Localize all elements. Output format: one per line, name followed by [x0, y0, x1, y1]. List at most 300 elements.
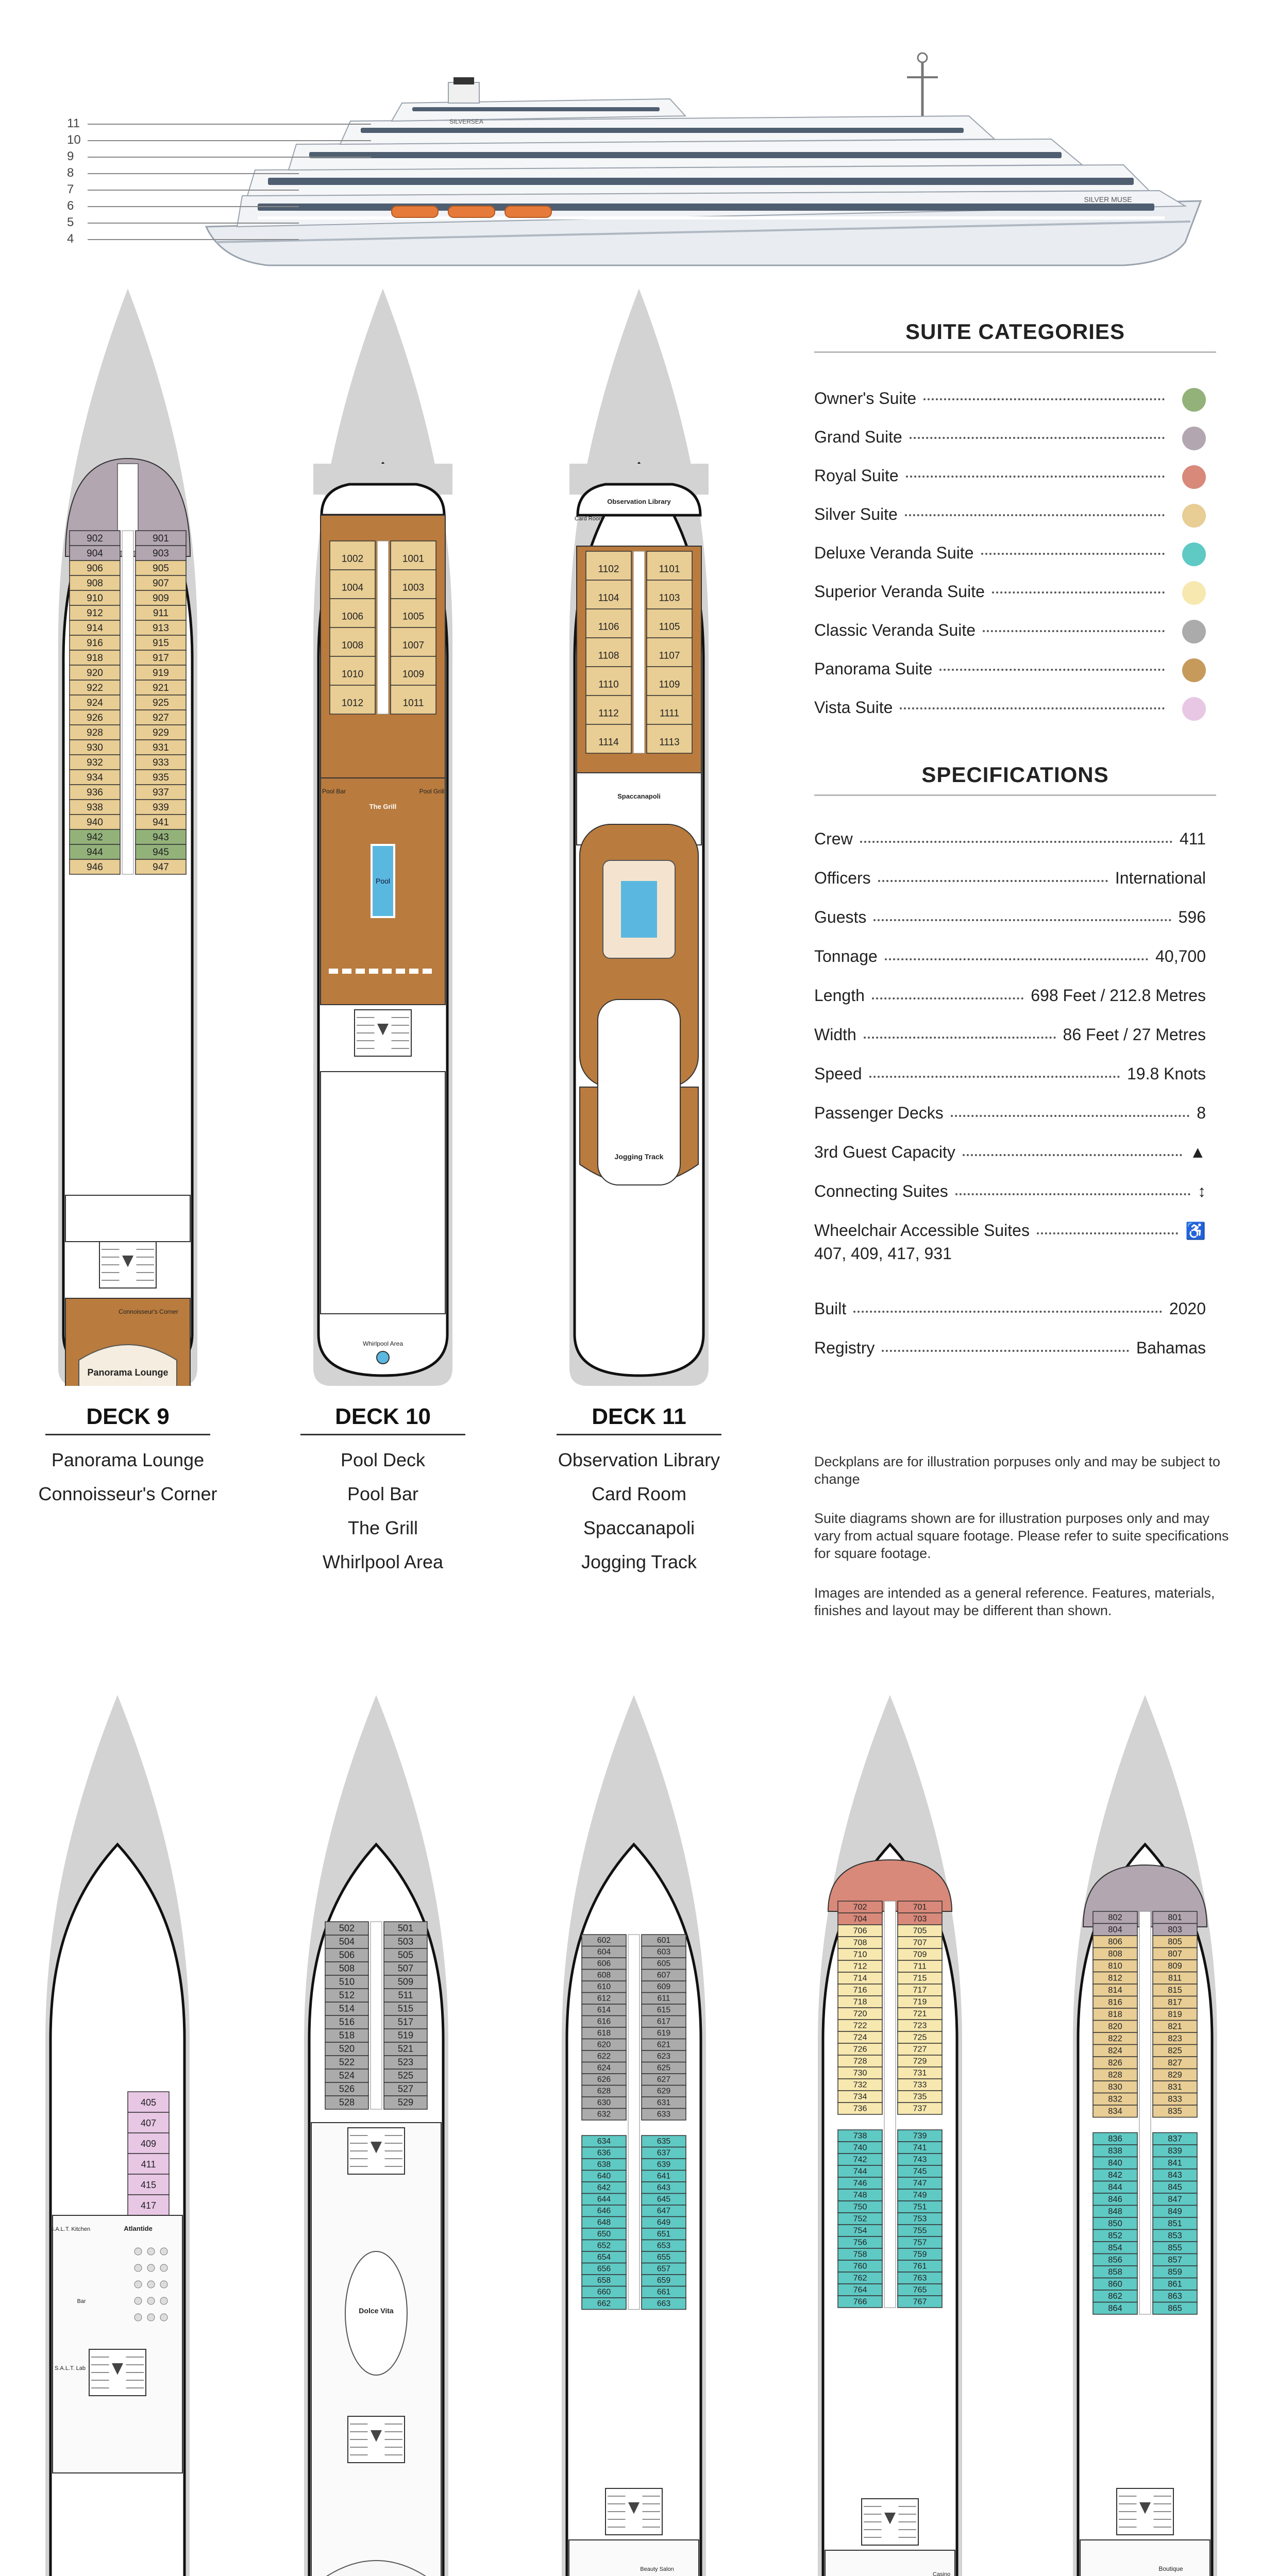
pool-bar-label: Pool Bar — [322, 788, 346, 795]
suite-number: 611 — [657, 1994, 670, 2003]
suite-number: 626 — [597, 2075, 611, 2084]
suite-category-name: Vista Suite — [814, 698, 893, 717]
suite-number: 836 — [1108, 2134, 1122, 2144]
profile-deck-number: 11 — [67, 116, 80, 130]
sun-lounger — [369, 969, 378, 974]
suite-number: 855 — [1168, 2243, 1182, 2252]
suite-number: 808 — [1108, 1949, 1122, 1959]
suite-number: 655 — [657, 2253, 671, 2262]
suite-number: 503 — [397, 1936, 414, 1947]
spec-row — [814, 869, 1216, 894]
suite-number: 506 — [339, 1950, 355, 1960]
suite-number: 417 — [140, 2200, 157, 2211]
suite-category-name: Silver Suite — [814, 505, 898, 523]
suite-number: 1010 — [341, 669, 364, 680]
suite-category-name: Deluxe Veranda Suite — [814, 544, 974, 562]
stern-label: SILVER MUSE — [1084, 195, 1132, 204]
deck-title-rule — [557, 1434, 721, 1435]
suite-number: 601 — [657, 1936, 671, 1945]
spec-label: Passenger Decks — [814, 1104, 944, 1122]
suite-number: 705 — [913, 1926, 927, 1936]
leader-dots — [951, 1115, 1189, 1117]
suite-number: 820 — [1108, 2022, 1122, 2031]
leader-dots — [882, 1350, 1129, 1352]
spec-value: ↕ — [1198, 1182, 1206, 1200]
profile-deck-number: 8 — [67, 166, 74, 180]
leader-dots — [983, 630, 1165, 632]
deck-plan-deck-9 — [58, 289, 197, 1386]
suite-number: 520 — [339, 2043, 355, 2054]
suite-categories-rule — [814, 351, 1216, 353]
suite-number: 502 — [339, 1923, 355, 1934]
suite-number: 849 — [1168, 2207, 1182, 2216]
suite-number: 405 — [140, 2097, 157, 2108]
leader-dots — [955, 1193, 1190, 1195]
suite-number: 724 — [853, 2032, 867, 2042]
suite-number: 656 — [597, 2264, 611, 2274]
suite-number: 507 — [397, 1963, 414, 1974]
suite-number: 628 — [597, 2087, 611, 2096]
pool-below — [621, 881, 657, 938]
suite-number: 830 — [1108, 2082, 1122, 2092]
suite-number: 914 — [87, 622, 103, 634]
suite-number: 929 — [153, 727, 169, 738]
connoisseurs-corner-label: Connoisseur's Corner — [119, 1308, 178, 1315]
spec-label: Officers — [814, 869, 871, 887]
deck-venue: Observation Library — [558, 1449, 720, 1470]
leader-dots — [905, 514, 1165, 516]
spec-row — [814, 1182, 1216, 1208]
suite-number: 852 — [1108, 2231, 1122, 2241]
suite-number: 519 — [397, 2030, 414, 2041]
spec-value: 411 — [1179, 829, 1206, 848]
suite-category-name: Classic Veranda Suite — [814, 621, 976, 639]
deck-title: DECK 10 — [335, 1404, 431, 1429]
wheelchair-suites-list: 407, 409, 417, 931 — [814, 1244, 952, 1263]
suite-number: 638 — [597, 2160, 611, 2170]
spec-row — [814, 1143, 1216, 1168]
deck-plan-deck-8 — [1073, 1695, 1217, 2576]
corridor — [122, 531, 133, 874]
profile-deck-number: 6 — [67, 199, 74, 213]
suite-number: 734 — [853, 2092, 867, 2102]
leader-dots — [981, 553, 1165, 555]
suite-number: 760 — [853, 2261, 867, 2271]
sun-lounger — [342, 969, 351, 974]
suite-number: 758 — [853, 2249, 867, 2259]
suite-number: 909 — [153, 592, 169, 604]
suite-number: 661 — [657, 2287, 671, 2297]
suite-number: 842 — [1108, 2170, 1122, 2180]
deck-venue: Connoisseur's Corner — [38, 1483, 217, 1504]
suite-number: 733 — [913, 2080, 927, 2090]
suite-category-name: Royal Suite — [814, 466, 899, 485]
profile-deck-line — [88, 124, 371, 125]
note-illustration: Deckplans are for illustration porpuses only and may be subject to change — [814, 1454, 1220, 1487]
suite-number: 753 — [913, 2214, 927, 2224]
suite-number: 910 — [87, 592, 103, 604]
deck-plan-drawing — [45, 1695, 190, 2576]
deck-venue: Spaccanapoli — [583, 1517, 695, 1538]
suite-number: 829 — [1168, 2070, 1182, 2080]
spec-label: 3rd Guest Capacity — [814, 1143, 955, 1161]
deck-plan-deck-4 — [45, 1695, 190, 2576]
suite-number: 602 — [597, 1936, 611, 1945]
suite-number: 811 — [1168, 1973, 1182, 1983]
spaccanapoli-label: Spaccanapoli — [617, 792, 661, 800]
suite-number: 508 — [339, 1963, 355, 1974]
suite-number: 937 — [153, 787, 169, 798]
suite-number: 612 — [597, 1994, 611, 2003]
deck-title-rule — [300, 1434, 465, 1435]
suite-number: 521 — [397, 2043, 414, 2054]
suite-category-name: Panorama Suite — [814, 659, 933, 678]
suite-number: 627 — [657, 2075, 671, 2084]
suite-number: 926 — [87, 712, 103, 723]
suite-number: 840 — [1108, 2158, 1122, 2168]
suite-number: 931 — [153, 742, 169, 753]
suite-number: 501 — [397, 1923, 414, 1934]
suite-number: 857 — [1168, 2255, 1182, 2265]
suite-number: 942 — [87, 832, 103, 843]
suite-number: 631 — [657, 2098, 671, 2108]
leader-dots — [923, 398, 1165, 400]
suite-number: 624 — [597, 2063, 611, 2073]
suite-number: 756 — [853, 2238, 867, 2247]
suite-number: 711 — [913, 1961, 927, 1971]
sun-lounger — [409, 969, 418, 974]
suite-number: 514 — [339, 2003, 355, 2014]
suite-number: 762 — [853, 2273, 867, 2283]
leader-dots — [1037, 1232, 1178, 1234]
suite-number: 943 — [153, 832, 169, 843]
suite-number: 1110 — [598, 679, 619, 690]
suite-number: 818 — [1108, 2009, 1122, 2019]
suite-number: 737 — [913, 2104, 927, 2113]
suite-number: 763 — [913, 2273, 927, 2283]
suite-number: 646 — [597, 2207, 611, 2216]
suite-category-swatch — [1182, 427, 1206, 450]
spec-value: ♿ — [1185, 1222, 1206, 1240]
suite-number: 1001 — [402, 553, 425, 565]
dining-table — [147, 2281, 155, 2288]
card-room-label: Card Room — [574, 516, 604, 522]
profile-deck-number: 9 — [67, 149, 74, 163]
suite-number: 523 — [397, 2057, 414, 2067]
dining-table — [147, 2248, 155, 2255]
suite-number: 603 — [657, 1947, 671, 1957]
spec-row — [814, 1104, 1216, 1129]
suite-number: 528 — [339, 2097, 355, 2108]
dining-table — [147, 2314, 155, 2321]
suite-number: 759 — [913, 2249, 927, 2259]
suite-number: 828 — [1108, 2070, 1122, 2080]
suite-number: 928 — [87, 727, 103, 738]
suite-number: 517 — [397, 2016, 414, 2027]
spec-label: Speed — [814, 1064, 862, 1083]
suite-number: 662 — [597, 2299, 611, 2309]
suite-number: 1005 — [402, 611, 425, 622]
suite-number: 714 — [853, 1973, 867, 1983]
suite-category-row — [814, 538, 1216, 569]
suite-number: 945 — [153, 846, 169, 858]
leader-dots — [878, 880, 1108, 882]
suite-number: 940 — [87, 817, 103, 828]
profile-deck-line — [88, 173, 299, 174]
suite-number: 634 — [597, 2137, 611, 2146]
profile-deck-number: 4 — [67, 232, 74, 246]
suite-number: 851 — [1168, 2218, 1182, 2228]
suite-number: 916 — [87, 637, 103, 649]
salt-bar-label: Bar — [77, 2298, 86, 2304]
suite-number: 845 — [1168, 2182, 1182, 2192]
spec-label: Crew — [814, 829, 853, 848]
deck-plan-drawing — [304, 1695, 448, 2576]
suite-number: 650 — [597, 2230, 611, 2239]
suite-number: 511 — [398, 1990, 413, 2001]
suite-number: 745 — [913, 2166, 927, 2176]
spec-value: 2020 — [1169, 1299, 1206, 1318]
spec-row — [814, 1064, 1216, 1090]
suite-number: 723 — [913, 2021, 927, 2030]
suite-number: 812 — [1108, 1973, 1122, 1983]
suite-category-swatch — [1182, 620, 1206, 643]
profile-deck-line — [88, 190, 299, 191]
suite-number: 848 — [1108, 2207, 1122, 2216]
suite-number: 901 — [153, 533, 169, 544]
leader-dots — [992, 591, 1165, 594]
deck-plan-drawing — [58, 289, 197, 1386]
suite-number: 1113 — [659, 737, 680, 748]
suite-category-row — [814, 461, 1216, 492]
deck-venue: The Grill — [347, 1517, 418, 1538]
suite-number: 938 — [87, 802, 103, 813]
suite-number: 757 — [913, 2238, 927, 2247]
suite-number: 803 — [1168, 1925, 1182, 1935]
suite-number: 712 — [853, 1961, 867, 1971]
suite-number: 515 — [397, 2003, 414, 2014]
suite-number: 934 — [87, 772, 103, 783]
suite-number: 1109 — [659, 679, 680, 690]
suite-number: 652 — [597, 2241, 611, 2250]
suite-number: 815 — [1168, 1985, 1182, 1995]
suite-number: 862 — [1108, 2291, 1122, 2301]
suite-number: 614 — [597, 2006, 611, 2015]
suite-number: 939 — [153, 802, 169, 813]
sun-lounger — [382, 969, 392, 974]
suite-number: 747 — [913, 2178, 927, 2188]
suite-number: 647 — [657, 2207, 671, 2216]
suite-number: 1007 — [402, 640, 425, 651]
suite-number: 833 — [1168, 2094, 1182, 2104]
suite-number: 766 — [853, 2297, 867, 2307]
deck-plan-deck-5 — [304, 1695, 448, 2576]
suite-number: 858 — [1108, 2267, 1122, 2277]
suite-number: 739 — [913, 2131, 927, 2141]
suite-number: 609 — [657, 1982, 671, 1992]
profile-deck-line — [88, 157, 371, 158]
suite-number: 741 — [913, 2143, 927, 2153]
boutique-label: Boutique — [1158, 2565, 1183, 2572]
suite-number: 710 — [853, 1950, 867, 1959]
suite-number: 750 — [853, 2202, 867, 2212]
suite-number: 622 — [597, 2052, 611, 2061]
deck-plan-drawing — [562, 1695, 706, 2576]
suite-number: 1002 — [341, 553, 364, 565]
suite-number: 1008 — [341, 640, 364, 651]
suite-number: 621 — [657, 2040, 671, 2049]
dining-table — [160, 2281, 167, 2288]
suite-number: 729 — [913, 2056, 927, 2066]
suite-number: 639 — [657, 2160, 671, 2170]
suite-number: 1103 — [659, 592, 680, 604]
leader-dots — [885, 958, 1148, 960]
suite-number: 754 — [853, 2226, 867, 2235]
deck-plan-drawing — [569, 289, 709, 1386]
suite-number: 903 — [153, 548, 169, 559]
suite-number: 802 — [1108, 1912, 1122, 1922]
spec-label: Length — [814, 986, 865, 1005]
suite-number: 726 — [853, 2044, 867, 2054]
spec-value: 40,700 — [1155, 947, 1206, 965]
suite-number: 606 — [597, 1959, 611, 1969]
suite-number: 708 — [853, 1938, 867, 1947]
suite-category-row — [814, 384, 1216, 415]
deck-plan-drawing — [818, 1695, 962, 2576]
panorama-lounge-label: Panorama Lounge — [87, 1367, 169, 1378]
suite-number: 649 — [657, 2218, 671, 2227]
suite-number: 660 — [597, 2287, 611, 2297]
suite-number: 630 — [597, 2098, 611, 2108]
spec-value: International — [1115, 869, 1206, 887]
suite-number: 744 — [853, 2166, 867, 2176]
suite-number: 826 — [1108, 2058, 1122, 2067]
suite-number: 608 — [597, 1971, 611, 1980]
spec-label: Tonnage — [814, 947, 878, 965]
specifications-rule — [814, 794, 1216, 796]
suite-number: 817 — [1168, 1997, 1182, 2007]
suite-number: 927 — [153, 712, 169, 723]
suite-number: 827 — [1168, 2058, 1182, 2067]
suite-number: 835 — [1168, 2106, 1182, 2116]
suite-number: 722 — [853, 2021, 867, 2030]
suite-number: 765 — [913, 2285, 927, 2295]
note-suite-diagrams: Suite diagrams shown are for illustration purposes only and may vary from actual square footage. Please refer to suite specifications for square footage. — [814, 1511, 1229, 1561]
dining-table — [160, 2264, 167, 2272]
spec-row — [814, 908, 1216, 934]
suite-number: 843 — [1168, 2170, 1182, 2180]
suite-number: 761 — [913, 2261, 927, 2271]
suite-number: 807 — [1168, 1949, 1182, 1959]
corridor — [633, 551, 645, 753]
profile-deck-line — [88, 140, 371, 141]
deck-venue: Whirlpool Area — [322, 1551, 444, 1572]
suite-number: 618 — [597, 2029, 611, 2038]
suite-number: 844 — [1108, 2182, 1122, 2192]
suite-number: 838 — [1108, 2146, 1122, 2156]
suite-number: 810 — [1108, 1961, 1122, 1971]
leader-dots — [860, 841, 1172, 843]
deck-venue: Panorama Lounge — [51, 1449, 205, 1470]
sun-lounger — [396, 969, 405, 974]
profile-deck-number: 5 — [67, 215, 74, 229]
suite-number: 863 — [1168, 2291, 1182, 2301]
suite-number: 935 — [153, 772, 169, 783]
suite-number: 1107 — [659, 650, 680, 662]
suite-number: 730 — [853, 2068, 867, 2078]
spec-row — [814, 947, 1216, 973]
deck-plan-deck-6 — [562, 1695, 706, 2576]
suite-number: 510 — [339, 1976, 355, 1987]
suite-number: 801 — [1168, 1912, 1182, 1922]
suite-number: 504 — [339, 1936, 355, 1947]
observation-library-label: Observation Library — [607, 498, 671, 505]
suite-number: 1114 — [598, 737, 619, 748]
suite-category-name: Grand Suite — [814, 428, 902, 446]
dining-table — [160, 2314, 167, 2321]
salt-kitchen-label: S.A.L.T. Kitchen — [49, 2226, 91, 2232]
suite-number: 821 — [1168, 2022, 1182, 2031]
suite-number: 856 — [1108, 2255, 1122, 2265]
leader-dots — [864, 1037, 1056, 1039]
suite-number: 861 — [1168, 2279, 1182, 2289]
suite-number: 604 — [597, 1947, 611, 1957]
suite-number: 623 — [657, 2052, 671, 2061]
suite-number: 924 — [87, 697, 103, 708]
suite-number: 409 — [140, 2139, 157, 2149]
suite-category-swatch — [1182, 388, 1206, 412]
suite-number: 809 — [1168, 1961, 1182, 1971]
spec-label: Wheelchair Accessible Suites — [814, 1221, 1030, 1240]
suite-number: 736 — [853, 2104, 867, 2113]
deck-plan-deck-10 — [313, 289, 452, 1386]
suite-number: 728 — [853, 2056, 867, 2066]
suite-number: 902 — [87, 533, 103, 544]
deck-plan-drawing — [1073, 1695, 1217, 2576]
suite-number: 732 — [853, 2080, 867, 2090]
jogging-track-label: Jogging Track — [614, 1153, 664, 1161]
suite-number: 717 — [913, 1985, 927, 1995]
suite-number: 822 — [1108, 2033, 1122, 2043]
pool-grill-label: Pool Grill — [419, 788, 445, 795]
leader-dots — [873, 919, 1171, 921]
spec-value: 596 — [1178, 908, 1206, 926]
suite-number: 636 — [597, 2148, 611, 2158]
suite-category-swatch — [1182, 543, 1206, 566]
sun-lounger — [329, 969, 338, 974]
suite-number: 635 — [657, 2137, 671, 2146]
deck-venue: Pool Bar — [347, 1483, 419, 1504]
suite-number: 767 — [913, 2297, 927, 2307]
suite-number: 837 — [1168, 2134, 1182, 2144]
suite-category-name: Superior Veranda Suite — [814, 582, 985, 601]
suite-number: 752 — [853, 2214, 867, 2224]
dining-table — [160, 2248, 167, 2255]
suite-category-row — [814, 422, 1216, 453]
suite-category-row — [814, 654, 1216, 685]
suite-number: 1104 — [598, 592, 619, 604]
suite-number: 920 — [87, 667, 103, 679]
suite-number: 755 — [913, 2226, 927, 2235]
dining-table — [147, 2264, 155, 2272]
spec-label: Width — [814, 1025, 856, 1044]
spa-area — [569, 2540, 699, 2576]
suite-category-swatch — [1182, 465, 1206, 489]
suite-number: 719 — [913, 1997, 927, 2007]
corridor — [884, 1901, 896, 2308]
suite-number: 702 — [853, 1902, 867, 1912]
suite-category-swatch — [1182, 581, 1206, 605]
